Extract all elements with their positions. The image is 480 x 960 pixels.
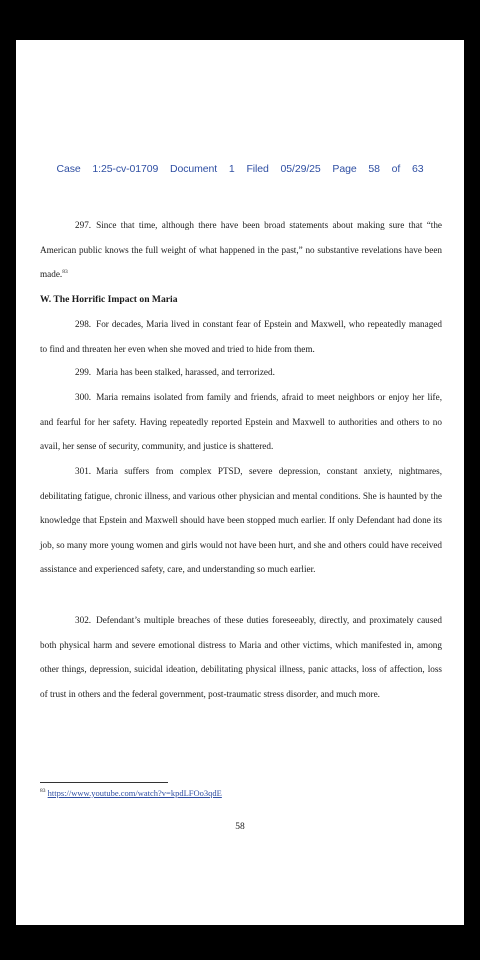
paragraph-text: Maria has been stalked, harassed, and terrorized.: [96, 367, 275, 377]
footnote-divider: [40, 782, 168, 783]
paragraph-text: Defendant’s multiple breaches of these duties foreseeably, directly, and proximately caused both physical harm and severe emotional distress to Maria and other victims, which manifested in, among other things, depression, suicidal ideation, debilitating physical illness, panic attacks, loss of affection, loss of trust in others and the federal government, post-traumatic stress disorder, and much more.: [40, 615, 442, 699]
footnote-marker: 83: [40, 788, 46, 795]
paragraph-text: Maria suffers from complex PTSD, severe depression, constant anxiety, nightmares, debilitating fatigue, chronic illness, and various other physician and mental conditions. She is haunted by the knowledge that Epstein and Maxwell should have been stopped much earlier. If only Defendant had done its job, so many more young women and girls would not have been hurt, and she and others could have received assistance and experienced safety, care, and understanding so much earlier.: [40, 466, 442, 574]
paragraph-number: 302.: [75, 615, 92, 625]
paragraph-302: [40, 608, 442, 706]
paragraph-text: Since that time, although there have been broad statements about making sure that “the American public knows the full weight of what happened in the past,” no substantive revelations have been made.: [40, 220, 442, 279]
paragraph-number: 300.: [75, 392, 92, 402]
paragraph-text: Maria remains isolated from family and friends, afraid to meet neighbors or enjoy her life, and fearful for her safety. Having repeatedly reported Epstein and Maxwell to authorities and others to no avail, her sense of security, community, and justice is shattered.: [40, 392, 442, 451]
section-heading: W. The Horrific Impact on Maria: [40, 294, 178, 305]
case-header: Case 1:25-cv-01709 Document 1 Filed 05/29/25 Page 58 of 63: [56, 163, 424, 175]
paragraph-number: 298.: [75, 319, 92, 329]
paragraph-297: [40, 213, 442, 287]
footnote: [40, 788, 222, 798]
paragraph-number: 299.: [75, 367, 92, 377]
paragraph-text: For decades, Maria lived in constant fear of Epstein and Maxwell, who repeatedly managed to find and threaten her even when she moved and tried to hide from them.: [40, 319, 442, 354]
paragraph-300: [40, 385, 442, 459]
footnote-ref: 83: [62, 268, 68, 275]
paragraph-number: 301.: [75, 466, 92, 476]
footnote-link[interactable]: https://www.youtube.com/watch?v=kpdLFOo3qdE: [47, 788, 222, 798]
document-page: [16, 40, 464, 925]
paragraph-299: [40, 360, 442, 385]
page-number: 58: [235, 822, 245, 832]
paragraph-301: [40, 459, 442, 582]
paragraph-298: [40, 312, 442, 361]
paragraph-number: 297.: [75, 220, 92, 230]
